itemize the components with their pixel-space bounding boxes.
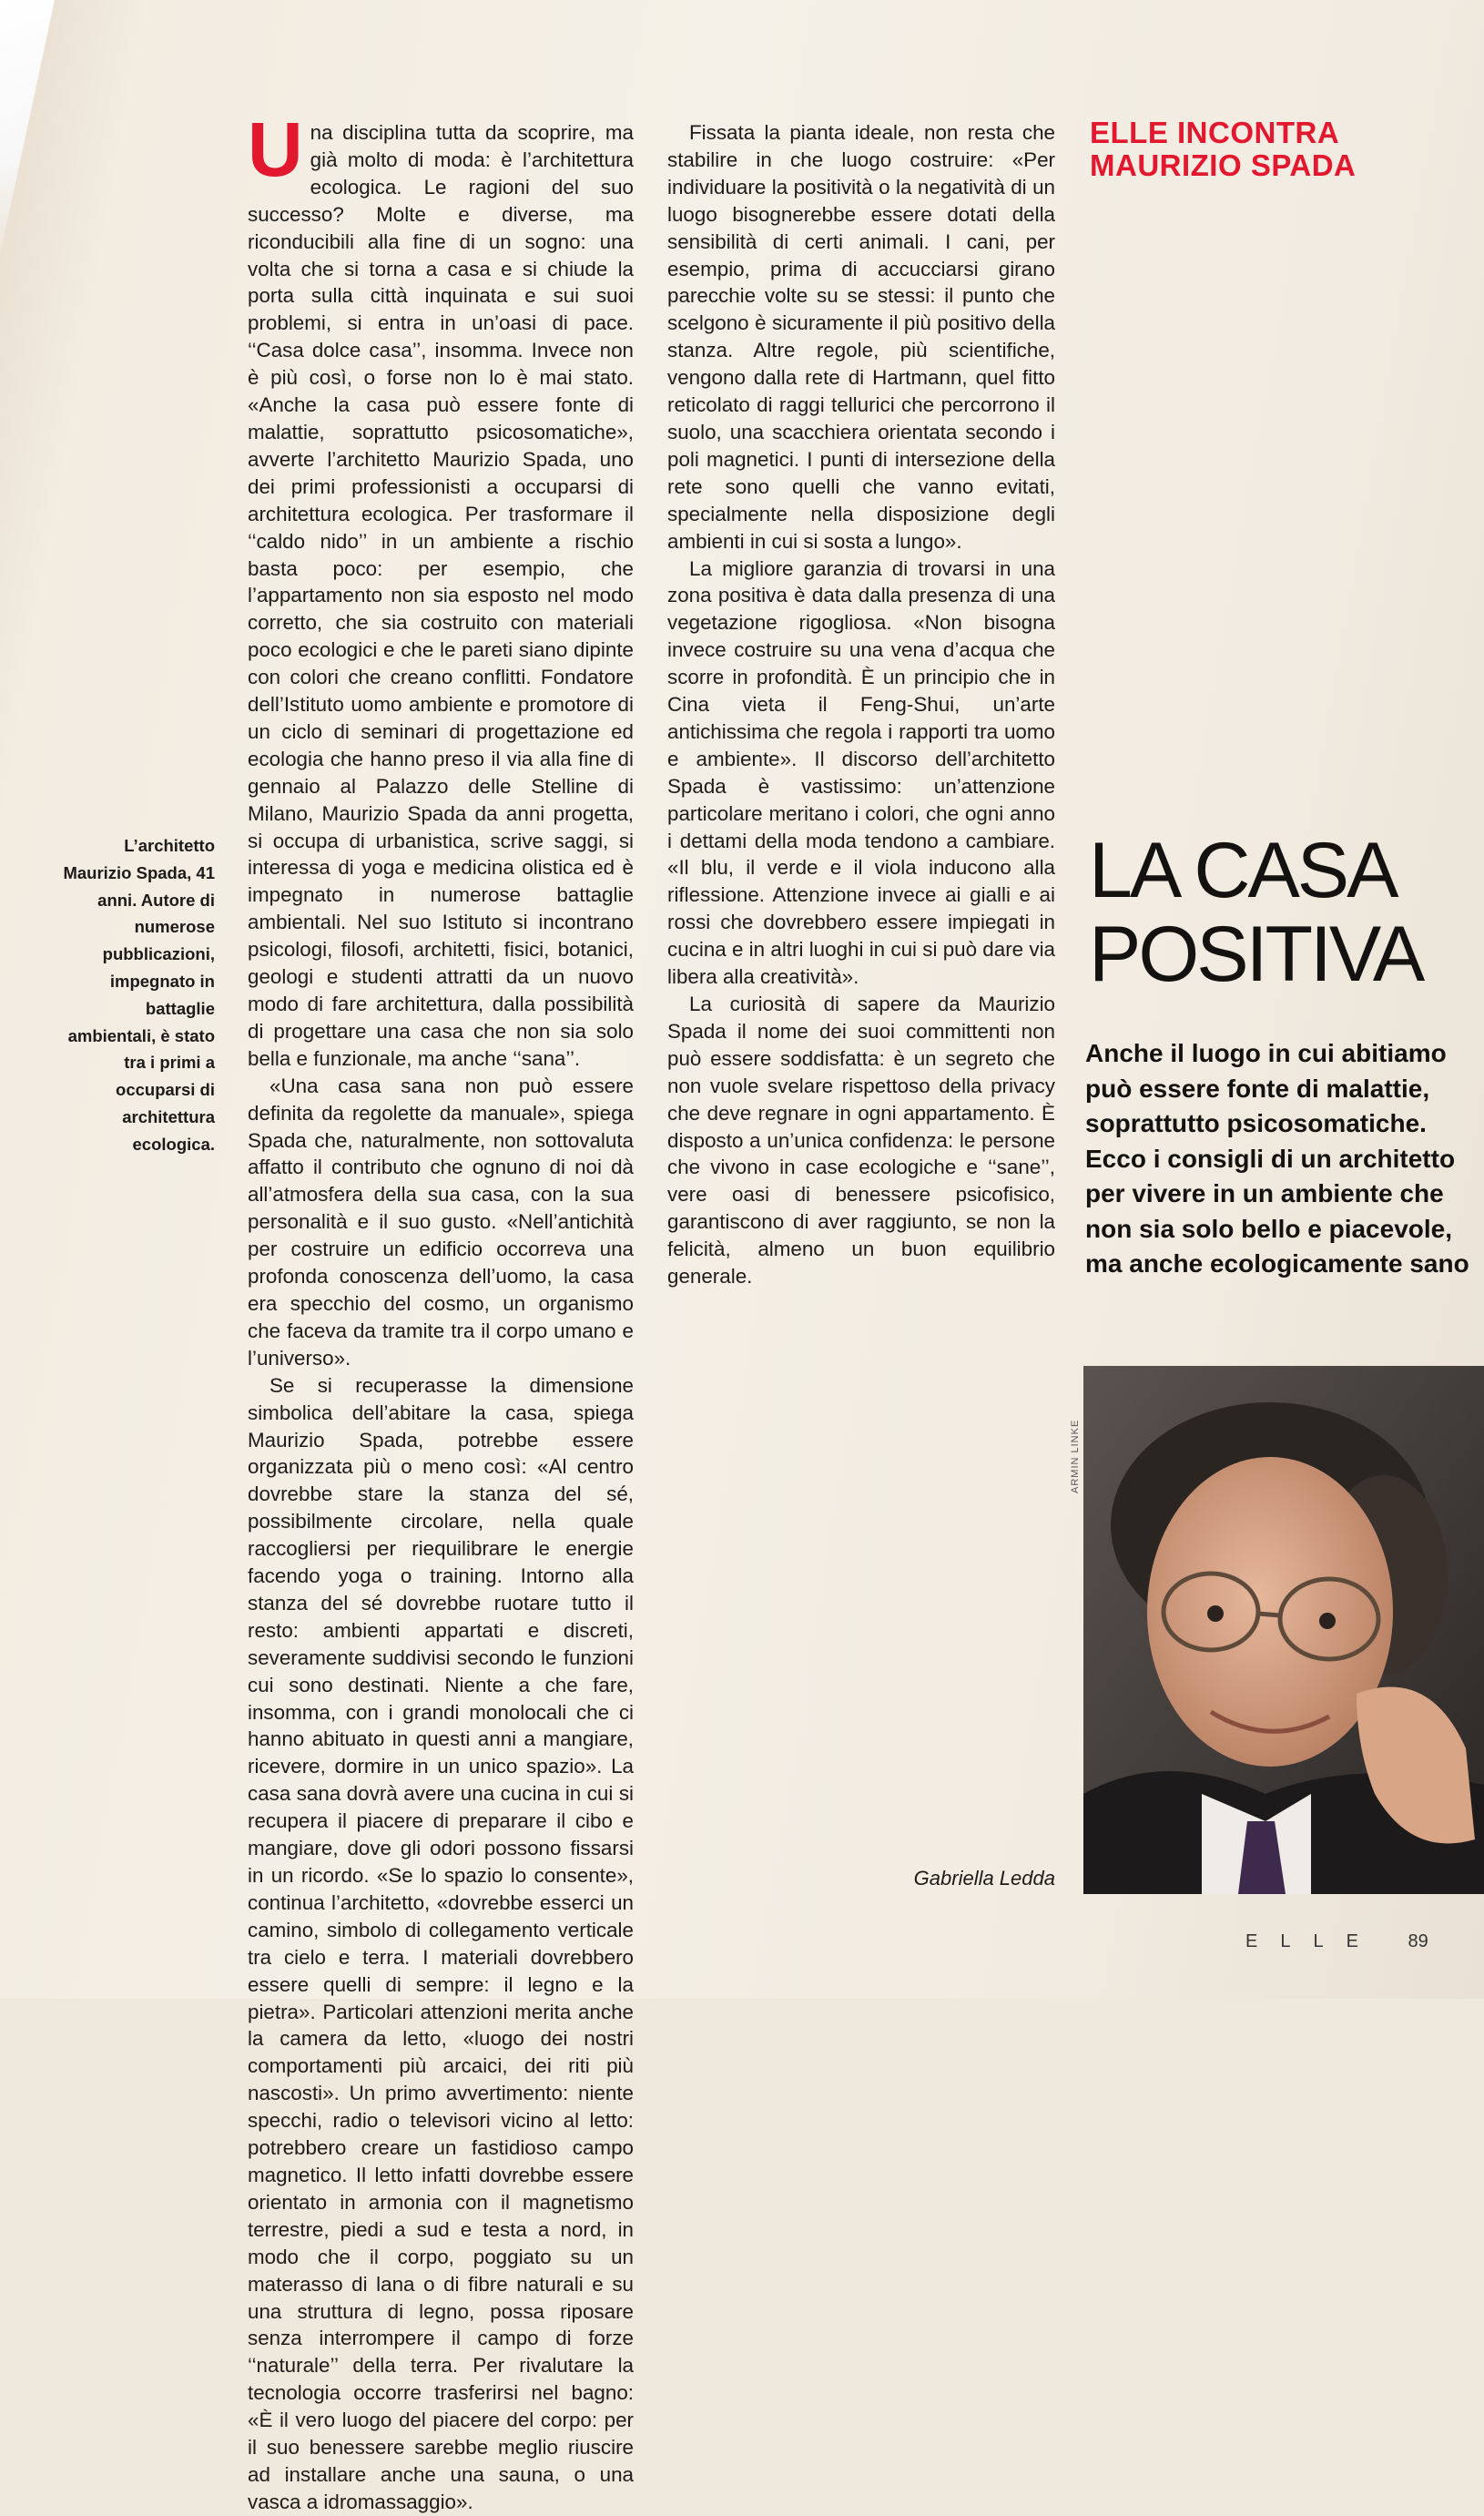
headline-line-2: POSITIVA <box>1089 911 1423 998</box>
headline <box>1089 829 1480 996</box>
paragraph: Se si recuperasse la dimensione simbolica dell’abitare la casa, spiega Maurizio Spada, potrebbe essere organizzata più o meno così: «Al centro dovrebbe stare la stanza del sé, possibilmente circolare, nella quale raccogliersi per riequilibrare le energie facendo yoga o training. Intorno alla stanza del sé dovrebbe ruotare tutto il resto: ambienti appartati e discreti, severamente suddivisi secondo le funzioni cui sono destinati. Niente a che fare, insomma, con i grandi monolocali che ci hanno abituato in questi anni a mangiare, ricevere, dormire in un unico spazio». La casa sana dovrà avere una cucina in cui si recupera il piacere di preparare il cibo e mangiare, dove gli odori possono fissarsi in un ricordo. «Se lo spazio lo consente», continua l’architetto, «dovrebbe esserci un camino, simbolo di collegamento verticale tra cielo e terra. I materiali dovrebbero essere quelli di sempre: il legno e la pietra». Particolari attenzioni merita anche la camera da letto, «luogo dei nostri comportamenti più arcaici, dei riti più nascosti». Un primo avvertimento: niente specchi, radio o televisori vicino al letto: potrebbero creare un fastidioso campo magnetico. Il letto infatti dovrebbe essere orientato in armonia con il magnetismo terrestre, piedi a sud e testa a nord, in modo che il corpo, poggiato su un materasso di lana o di fibre naturali e su una struttura di legno, possa riposare senza interrompere il campo di forze ‘‘naturale’’ della terra. Per rivalutare la tecnologia occorre trasferirsi nel bagno: «È il vero luogo del piacere del corpo: per il suo benessere sarebbe meglio riuscire ad installare anche una sauna, o una vasca a idromassaggio». <box>248 1373 634 2513</box>
paragraph: La curiosità di sapere da Maurizio Spada il nome dei suoi committenti non può essere soddisfatta: è un segreto che non vuole svelare rispettoso della privacy che deve regnare in ogni appartamento. È disposto a un’unica confidenza: le persone che vivono in case ecologiche e ‘‘sane’’, vere oasi di benessere psicofisico, garantiscono di aver raggiunto, se non la felicità, almeno un buon equilibrio generale. <box>667 993 1055 1289</box>
paragraph: na disciplina tutta da scoprire, ma già molto di moda: è l’architettura ecologica. Le ragioni del suo successo? Molte e diverse, ma riconducibili alla fine di un sogno: una volta che si torna a casa e si chiude la porta sulla città inquinata e sui suoi problemi, si entra in un’oasi di pace. ‘‘Casa dolce casa’’, insomma. Invece non è più così, o forse non lo è mai stato. «Anche la casa può essere fonte di malattie, soprattutto psicosomatiche», avverte l’architetto Maurizio Spada, uno dei primi professionisti a occuparsi di architettura ecologica. Per trasformare il ‘‘caldo nido’’ in un ambiente a rischio basta poco: per esempio, che l’appartamento non sia esposto nel modo corretto, che sia costruito con materiali poco ecologici e che le pareti siano dipinte con colori che creano conflitti. Fondatore dell’Istituto uomo ambiente e promotore di un ciclo di seminari di progettazione ed ecologia che hanno preso il via alla fine di gennaio al Palazzo delle Stelline di Milano, Maurizio Spada da anni progetta, si occupa di urbanistica, scrive saggi, si interessa di yoga e medicina olistica ed è impegnato in numerose battaglie ambientali. Nel suo Istituto si incontrano psicologi, filosofi, architetti, fisici, botanici, geologi e studenti attratti da un nuovo modo di fare architettura, dalla possibilità di progettare una casa che non sia solo bella e funzionale, ma anche ‘‘sana’’. <box>248 121 634 1070</box>
article-column-1 <box>248 107 634 2516</box>
portrait-illustration <box>1083 1366 1484 1894</box>
photo-credit: ARMIN LINKE <box>1070 1419 1081 1493</box>
author-signature: Gabriella Ledda <box>913 1867 1055 1890</box>
magazine-name: ELLE <box>1245 1931 1381 1951</box>
paragraph: «Una casa sana non può essere definita da regolette da manuale», spiega Spada che, naturalmente, non sottovaluta affatto il contributo che ognuno di noi dà all’atmosfera della sua casa, con la sua personalità e il suo gusto. «Nell’antichità per costruire un edificio occorreva una profonda conoscenza dell’uomo, la casa era specchio del cosmo, un organismo che faceva da tramite tra il corpo umano e l’universo». <box>248 1074 634 1370</box>
kicker-line-2: MAURIZIO SPADA <box>1090 148 1357 182</box>
paragraph: La migliore garanzia di trovarsi in una zona positiva è data dalla presenza di una vegetazione rigogliosa. «Non bisogna invece costruire su una vena d’acqua che scorre in profondità. È un principio che in Cina vieta il Feng-Shui, un’arte antichissima che regola i rapporti tra uomo e ambiente». Il discorso dell’architetto Spada è vastissimo: un’attenzione particolare meritano i colori, che ogni anno i dettami della moda tendono a cambiare. «Il blu, il verde e il viola inducono alla riflessione. Attenzione invece ai gialli e ai rossi che dovrebbero essere impiegati in cucina e in altri luoghi in cui si può dare via libera alla creatività». <box>667 556 1055 989</box>
bleed-through-text <box>109 361 219 798</box>
drop-cap: U <box>248 107 303 192</box>
standfirst: Anche il luogo in cui abitiamo può essere fonte di malattie, soprattutto psicosomatiche. Ecco i consigli di un architetto per vivere in un ambiente che non sia solo bello e piacevole, ma anche ecologicamente sano <box>1085 1039 1469 1278</box>
photo-caption: L’architetto Maurizio Spada, 41 anni. Autore di numerose pubblicazioni, impegnato in battaglie ambientali, è stato tra i primi a occuparsi di architettura ecologica. <box>63 836 215 1154</box>
headline-line-1: LA CASA <box>1089 827 1397 914</box>
article-column-2 <box>667 119 1055 1290</box>
article-text <box>248 107 634 2516</box>
kicker <box>1090 117 1472 182</box>
paragraph: Fissata la pianta ideale, non resta che stabilire in che luogo costruire: «Per individuare la positività o la negatività di un luogo bisognerebbe essere dotati della sensibilità di certi animali. I cani, per esempio, prima di accucciarsi girano parecchie volte su se stessi: il punto che scelgono è sicuramente il più positivo della stanza. Altre regole, più scientifiche, vengono dalla rete di Hartmann, quel fitto reticolato di raggi tellurici che percorrono il suolo, una scacchiera orientata secondo i poli magnetici. I punti di intersezione della rete sono quelli che vanno evitati, specialmente nella disposizione degli ambienti in cui si sosta a lungo». <box>667 121 1055 553</box>
page-footer <box>1245 1931 1428 1952</box>
kicker-line-1: ELLE INCONTRA <box>1090 116 1340 149</box>
page-number: 89 <box>1408 1931 1428 1951</box>
portrait-photo <box>1083 1366 1484 1894</box>
